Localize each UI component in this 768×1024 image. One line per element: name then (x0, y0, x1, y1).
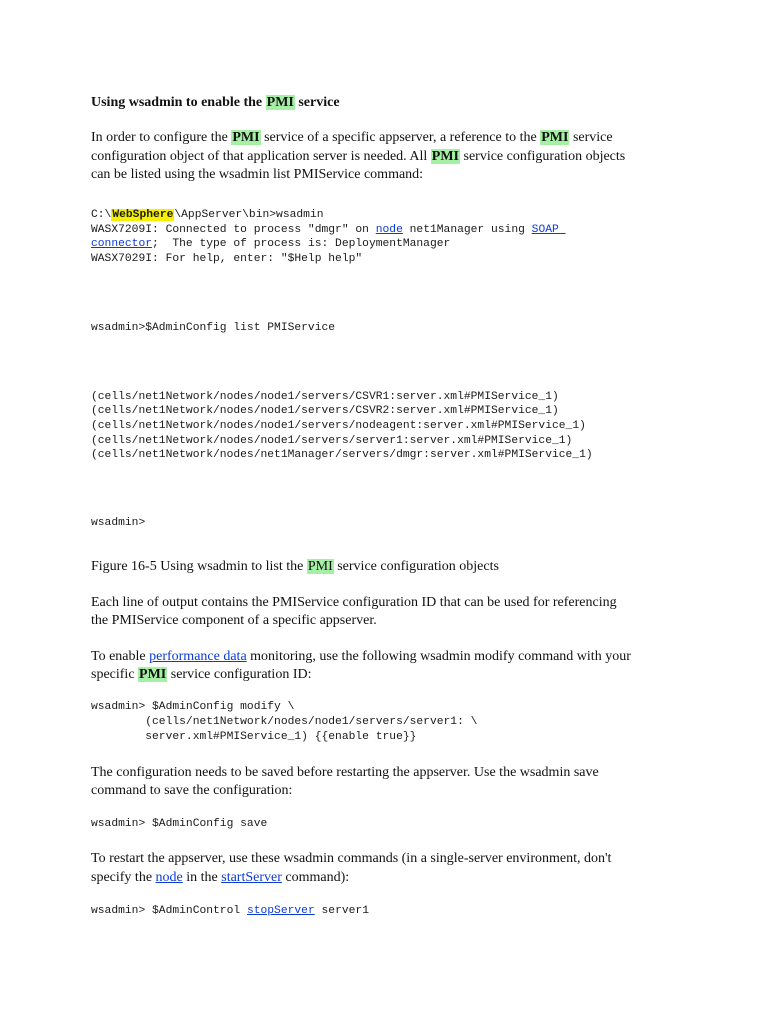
text: Figure 16-5 Using wsadmin to list the (91, 559, 307, 574)
save-line-2: command to save the configuration: (91, 783, 293, 798)
restart-line-1: To restart the appserver, use these wsadmin commands (in a single-server environment, don't (91, 851, 612, 866)
pmi-highlight: PMI (541, 130, 569, 145)
each-line-2: the PMIService component of a specific appserver. (91, 613, 377, 628)
stopserver-link[interactable]: stopServer (246, 905, 315, 917)
text: monitoring, use the following wsadmin modify command with your (246, 649, 631, 664)
text: WASX7209I: Connected to process "dmgr" on (91, 224, 376, 236)
text: service (569, 130, 613, 145)
text: In order to configure the (91, 130, 232, 145)
text: configuration object of that application server is needed. All (91, 149, 431, 164)
console-line-1 (91, 208, 711, 223)
each-line-1: Each line of output contains the PMIService configuration ID that can be used for referencing (91, 595, 617, 610)
restart-line-2 (91, 869, 711, 887)
text: service configuration objects (460, 149, 626, 164)
console-line-3 (91, 237, 711, 252)
list-output-line: (cells/net1Network/nodes/node1/servers/CSVR2:server.xml#PMIService_1) (91, 405, 559, 417)
text: net1Manager using (402, 224, 532, 236)
text: in the (182, 870, 222, 885)
pmi-highlight: PMI (266, 95, 294, 110)
save-line-1: The configuration needs to be saved before restarting the appserver. Use the wsadmin save (91, 765, 599, 780)
intro-line-3: can be listed using the wsadmin list PMIService command: (91, 167, 424, 182)
list-output-line: (cells/net1Network/nodes/node1/servers/nodeagent:server.xml#PMIService_1) (91, 420, 586, 432)
node-link[interactable]: node (155, 870, 183, 885)
modify-code-line: wsadmin> $AdminConfig modify \ (91, 701, 295, 713)
text: server1 (314, 905, 369, 917)
wsadmin-prompt: wsadmin> (91, 517, 146, 529)
node-link[interactable]: node (375, 224, 403, 236)
intro-line-1 (91, 129, 711, 147)
console-line-4: WASX7029I: For help, enter: "$Help help" (91, 253, 363, 265)
startserver-link[interactable]: startServer (221, 870, 282, 885)
text: C:\ (91, 209, 112, 221)
heading-text: Using wsadmin to enable the (91, 95, 266, 110)
list-command: wsadmin>$AdminConfig list PMIService (91, 322, 336, 334)
soap-link[interactable]: SOAP (531, 224, 566, 236)
list-output-line: (cells/net1Network/nodes/net1Manager/servers/dmgr:server.xml#PMIService_1) (91, 449, 593, 461)
text: service configuration objects (333, 559, 499, 574)
pmi-highlight: PMI (232, 130, 260, 145)
performance-data-link[interactable]: performance data (149, 649, 247, 664)
list-output-line: (cells/net1Network/nodes/node1/servers/server1:server.xml#PMIService_1) (91, 435, 573, 447)
section-heading (91, 94, 711, 112)
text: ; The type of process is: DeploymentManager (152, 238, 451, 250)
pmi-highlight: PMI (139, 667, 167, 682)
websphere-highlight: WebSphere (112, 209, 174, 221)
pmi-highlight: PMI (431, 149, 459, 164)
text: service of a specific appserver, a reference to the (260, 130, 541, 145)
text: To enable (91, 649, 150, 664)
stop-code (91, 904, 711, 919)
intro-line-2 (91, 148, 711, 166)
text: specify the (91, 870, 156, 885)
connector-link[interactable]: connector (91, 238, 153, 250)
text: wsadmin> $AdminControl (91, 905, 247, 917)
text: \AppServer\bin>wsadmin (174, 209, 324, 221)
list-output-line: (cells/net1Network/nodes/node1/servers/CSVR1:server.xml#PMIService_1) (91, 391, 559, 403)
text: specific (91, 667, 139, 682)
enable-line-2 (91, 666, 711, 684)
text: service configuration ID: (167, 667, 312, 682)
save-code: wsadmin> $AdminConfig save (91, 818, 268, 830)
modify-code-line: (cells/net1Network/nodes/node1/servers/server1: \ (91, 716, 478, 728)
pmi-highlight: PMI (307, 559, 333, 574)
text: command): (281, 870, 350, 885)
console-line-2 (91, 223, 711, 238)
enable-line-1 (91, 648, 711, 666)
figure-caption (91, 558, 711, 576)
heading-text-end: service (294, 95, 340, 110)
modify-code-line: server.xml#PMIService_1) {{enable true}} (91, 731, 417, 743)
